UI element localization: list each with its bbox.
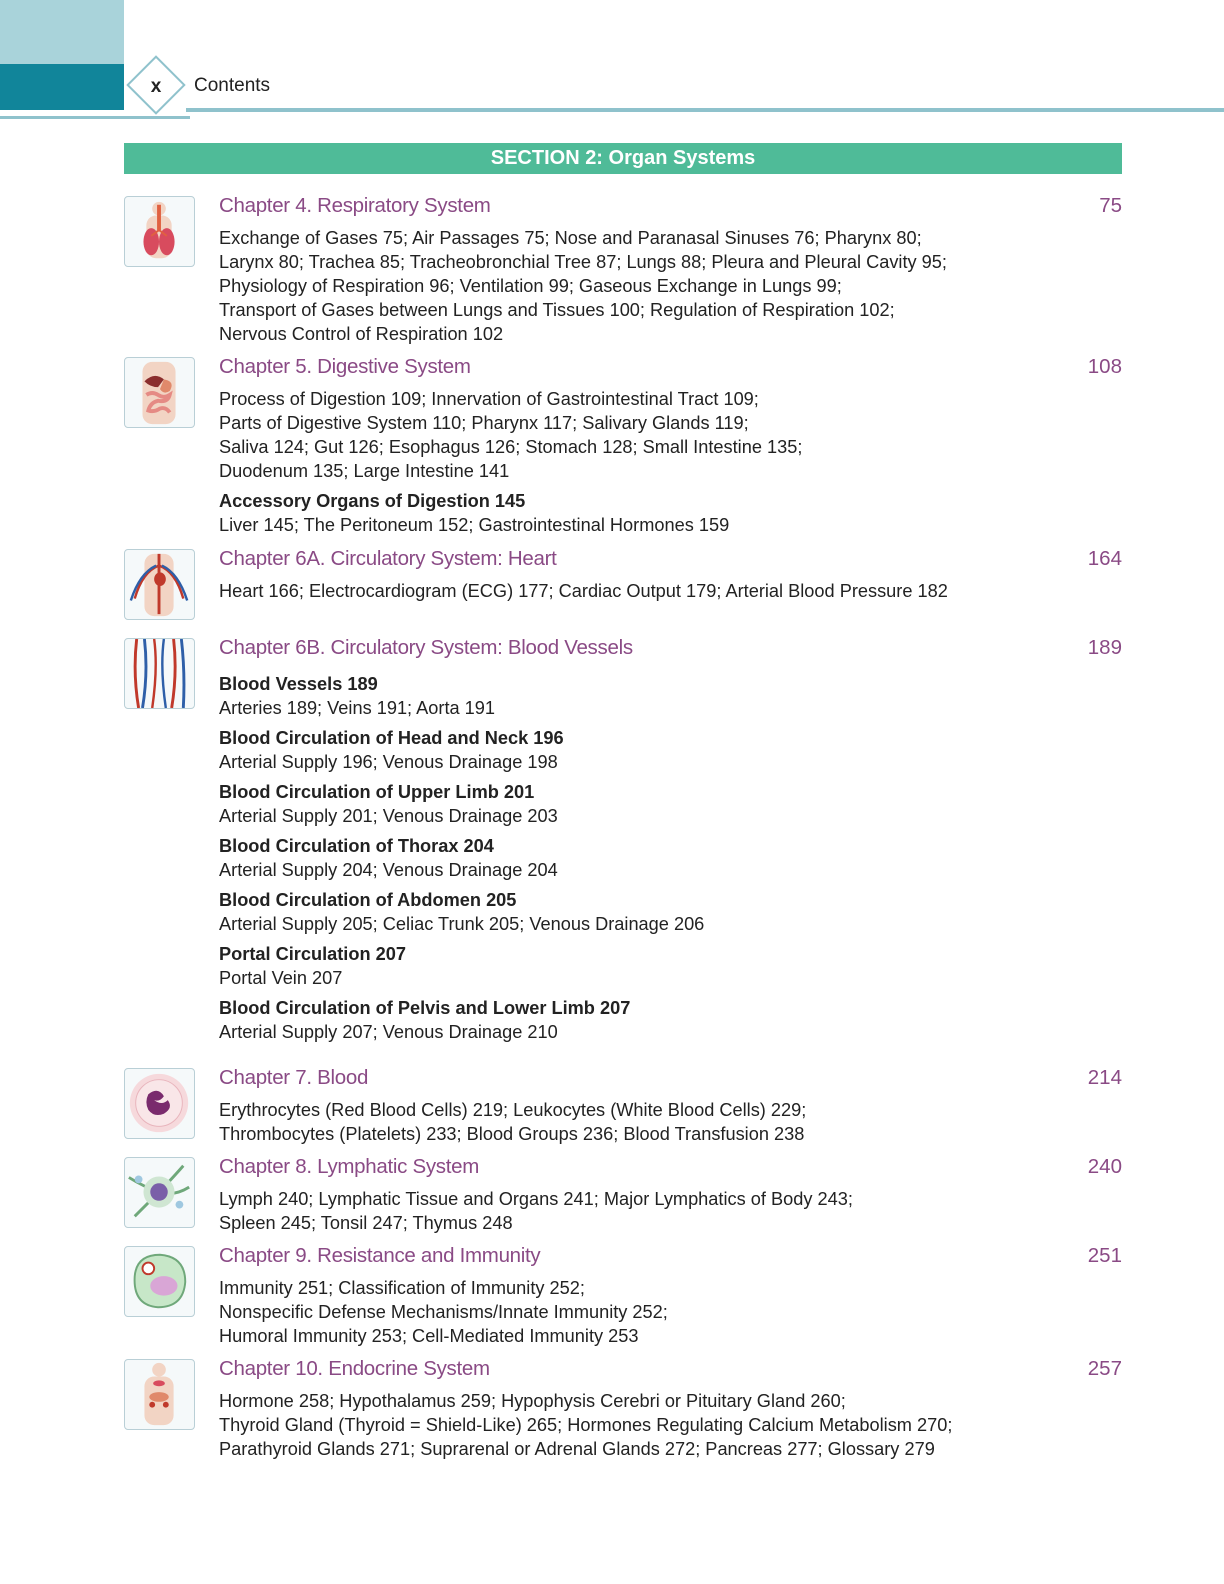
chapter-page-number: 257: [1087, 1357, 1122, 1380]
topic-line: Parathyroid Glands 271; Suprarenal or Adrenal Glands 272; Pancreas 277; Glossary 279: [219, 1439, 935, 1459]
topic-line: Parts of Digestive System 110; Pharynx 117; Salivary Glands 119;: [219, 413, 749, 433]
topic-line: Immunity 251; Classification of Immunity 252;: [219, 1278, 585, 1298]
chapter-title: Chapter 6B. Circulatory System: Blood Vessels: [219, 636, 633, 659]
chapter-title: Chapter 9. Resistance and Immunity: [219, 1244, 541, 1267]
topic-line: Exchange of Gases 75; Air Passages 75; Nose and Paranasal Sinuses 76; Pharynx 80;: [219, 228, 922, 248]
topic-line: Erythrocytes (Red Blood Cells) 219; Leukocytes (White Blood Cells) 229;: [219, 1100, 807, 1120]
subsection-heading: Blood Vessels 189: [219, 674, 378, 694]
subsection-heading: Blood Circulation of Thorax 204: [219, 836, 494, 856]
topic-line: Saliva 124; Gut 126; Esophagus 126; Stomach 128; Small Intestine 135;: [219, 437, 803, 457]
topic-line: Larynx 80; Trachea 85; Tracheobronchial Tree 87; Lungs 88; Pleura and Pleural Cavity 95;: [219, 252, 947, 272]
topic-line: Thyroid Gland (Thyroid = Shield-Like) 265; Hormones Regulating Calcium Metabolism 270;: [219, 1415, 953, 1435]
topic-line: Arterial Supply 207; Venous Drainage 210: [219, 1022, 558, 1042]
topic-line: Spleen 245; Tonsil 247; Thymus 248: [219, 1213, 513, 1233]
subsection-heading: Accessory Organs of Digestion 145: [219, 491, 526, 511]
running-head: Contents: [194, 75, 271, 96]
chapter-page-number: 75: [1099, 194, 1122, 217]
subsection-heading: Blood Circulation of Abdomen 205: [219, 890, 517, 910]
topic-line: Portal Vein 207: [219, 968, 343, 988]
topic-line: Heart 166; Electrocardiogram (ECG) 177; Cardiac Output 179; Arterial Blood Pressure 182: [219, 581, 948, 601]
topic-line: Thrombocytes (Platelets) 233; Blood Groups 236; Blood Transfusion 238: [219, 1124, 805, 1144]
blood-cell-icon: [124, 1068, 195, 1139]
topic-line: Arterial Supply 205; Celiac Trunk 205; Venous Drainage 206: [219, 914, 705, 934]
topic-line: Humoral Immunity 253; Cell-Mediated Immunity 253: [219, 1326, 639, 1346]
corner-block-dark: [0, 64, 124, 110]
chapter-title: Chapter 6A. Circulatory System: Heart: [219, 547, 557, 570]
chapter-page-number: 189: [1087, 636, 1122, 659]
lymphatic-cell-icon: [124, 1157, 195, 1228]
chapter-title: Chapter 10. Endocrine System: [219, 1357, 490, 1380]
chapter-page-number: 240: [1087, 1155, 1122, 1178]
header-rule: [186, 108, 1224, 112]
topic-line: Liver 145; The Peritoneum 152; Gastrointestinal Hormones 159: [219, 515, 730, 535]
heart-circulation-icon: [124, 549, 195, 620]
corner-block-light: [0, 0, 124, 64]
topic-line: Arteries 189; Veins 191; Aorta 191: [219, 698, 496, 718]
chapter-title: Chapter 8. Lymphatic System: [219, 1155, 480, 1178]
page-number: x: [150, 76, 162, 97]
endocrine-system-icon: [124, 1359, 195, 1430]
topic-line: Duodenum 135; Large Intestine 141: [219, 461, 510, 481]
topic-line: Process of Digestion 109; Innervation of Gastrointestinal Tract 109;: [219, 389, 759, 409]
subsection-heading: Blood Circulation of Upper Limb 201: [219, 782, 535, 802]
chapter-page-number: 108: [1087, 355, 1122, 378]
immune-cell-icon: [124, 1246, 195, 1317]
chapter-page-number: 214: [1087, 1066, 1122, 1089]
topic-line: Arterial Supply 196; Venous Drainage 198: [219, 752, 558, 772]
topic-line: Arterial Supply 204; Venous Drainage 204: [219, 860, 558, 880]
blood-vessels-icon: [124, 638, 195, 709]
digestive-system-icon: [124, 357, 195, 428]
topic-line: Nonspecific Defense Mechanisms/Innate Immunity 252;: [219, 1302, 668, 1322]
chapter-page-number: 251: [1087, 1244, 1122, 1267]
header-rule-left: [0, 116, 190, 119]
topic-line: Arterial Supply 201; Venous Drainage 203: [219, 806, 558, 826]
section-heading: SECTION 2: Organ Systems: [124, 143, 1122, 174]
topic-line: Lymph 240; Lymphatic Tissue and Organs 241; Major Lymphatics of Body 243;: [219, 1189, 853, 1209]
chapter-title: Chapter 5. Digestive System: [219, 355, 471, 378]
topic-line: Nervous Control of Respiration 102: [219, 324, 504, 344]
topic-line: Physiology of Respiration 96; Ventilation 99; Gaseous Exchange in Lungs 99;: [219, 276, 842, 296]
topic-line: Hormone 258; Hypothalamus 259; Hypophysis Cerebri or Pituitary Gland 260;: [219, 1391, 846, 1411]
subsection-heading: Blood Circulation of Pelvis and Lower Limb 207: [219, 998, 631, 1018]
respiratory-system-icon: [124, 196, 195, 267]
chapter-title: Chapter 4. Respiratory System: [219, 194, 491, 217]
topic-line: Transport of Gases between Lungs and Tissues 100; Regulation of Respiration 102;: [219, 300, 895, 320]
subsection-heading: Blood Circulation of Head and Neck 196: [219, 728, 564, 748]
subsection-heading: Portal Circulation 207: [219, 944, 406, 964]
chapter-title: Chapter 7. Blood: [219, 1066, 369, 1089]
chapter-page-number: 164: [1087, 547, 1122, 570]
